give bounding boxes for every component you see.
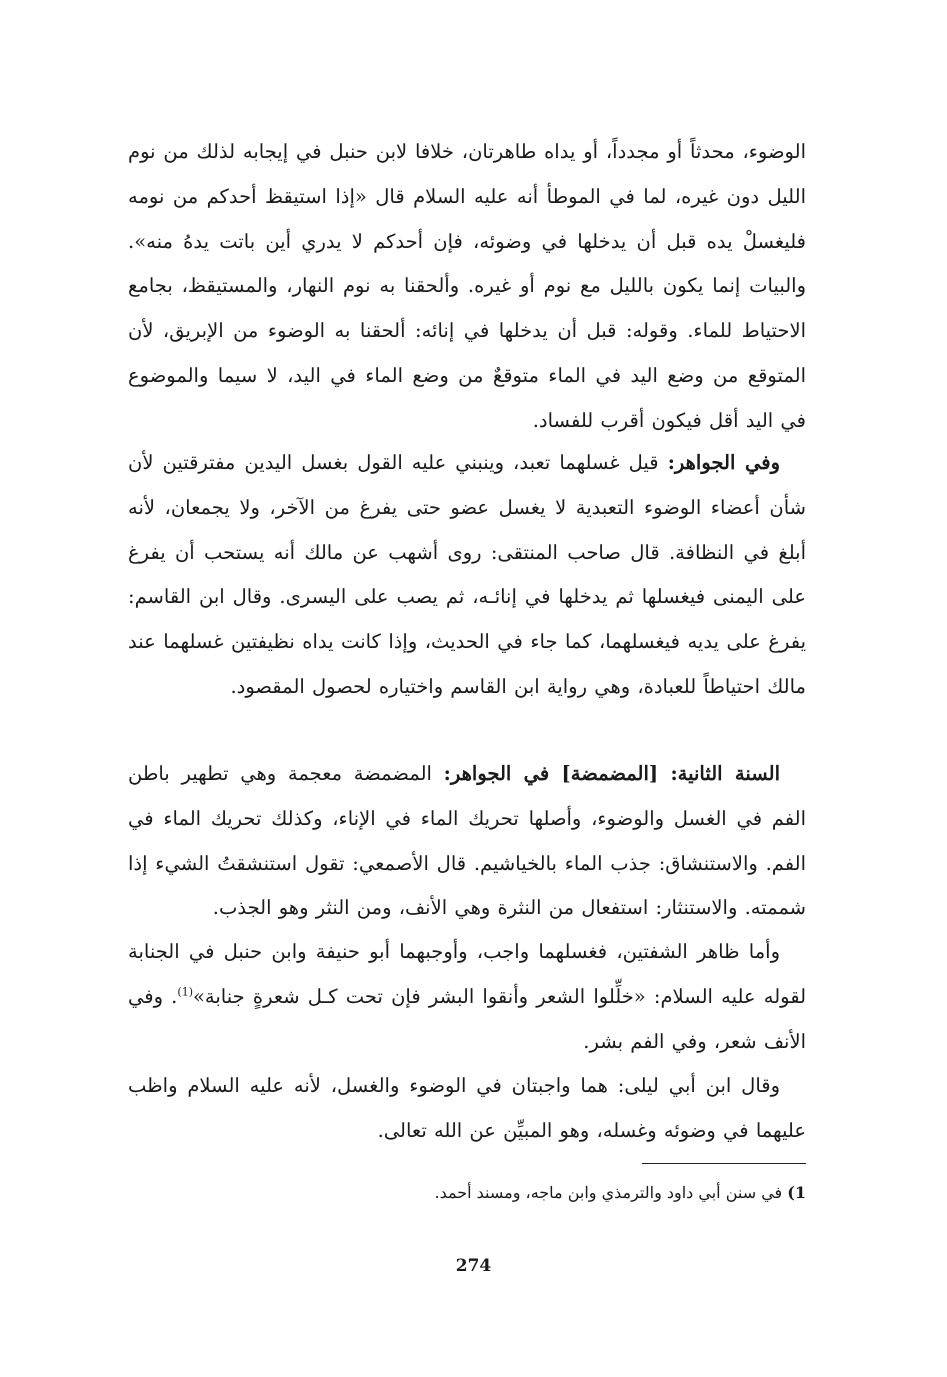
- footnote: [300, 1178, 806, 1208]
- footnote-marker[interactable]: (1): [177, 985, 193, 999]
- paragraph-4-text: وأما ظاهر الشفتين، فغسلهما واجب، وأوجبهما أبو حنيفة وابن حنبل في الجنابة لقوله عليه السلام: «خلِّلوا الشعر وأنقوا البشر فإن تحت كـل شعرةٍ جنابة»: [128, 940, 807, 1008]
- paragraph-3-heading: السنة الثانية: [المضمضة] في الجواهر:: [443, 762, 780, 785]
- paragraph-3: [128, 752, 806, 931]
- footnote-text: في سنن أبي داود والترمذي وابن ماجه، ومسند أحمد.: [434, 1183, 783, 1202]
- paragraph-1-text: الوضوء، محدثاً أو مجدداً، أو يداه طاهرتان، خلافا لابن حنبل في إيجابه لذلك من نوم الليل دون غيره، لما في الموطأ أنه عليه السلام قال «إذا استيقظ أحدكم من نومه فليغسلْ يده قبل أن يدخلها في وضوئه، فإن أحدكم لا يدري أين باتت يدهُ منه». والبيات إنما يكون بالليل مع نوم أو غيره. وألحقنا به نوم النهار، والمستيقظ، بجامع الاحتياط للماء. وقوله: قبل أن يدخلها في إنائه: ألحقنا به الوضوء من الإبريق، لأن المتوقع من وضع اليد في الماء متوقعٌ من وضع الماء في اليد، لا سيما والموضوع في اليد أقل فيكون أقرب للفساد.: [128, 140, 806, 432]
- footnote-number: 1): [787, 1183, 806, 1202]
- paragraph-2: [128, 441, 806, 710]
- paragraph-1: [128, 130, 806, 444]
- paragraph-4-tail: . وفي الأنف شعر، وفي الفم بشر.: [128, 984, 806, 1053]
- paragraph-2-heading: وفي الجواهر:: [667, 451, 780, 474]
- paragraph-4: [128, 930, 806, 1064]
- paragraph-3-text: المضمضة معجمة وهي تطهير باطن الفم في الغسل والوضوء، وأصلها تحريك الماء في الإناء، وكذلك تحريك الماء في الفم. والاستنشاق: جذب الماء بالخياشيم. قال الأصمعي: تقول استنشقتُ الشيء إذا شممته. والاستنثار: استفعال من النثرة وهي الأنف، ومن النثر وهو الجذب.: [128, 762, 806, 920]
- paragraph-5-text: وقال ابن أبي ليلى: هما واجبتان في الوضوء والغسل، لأنه عليه السلام واظب عليهما في وضوئه وغسله، وهو المبيِّن عن الله تعالى.: [128, 1074, 806, 1142]
- footnote-divider: [642, 1163, 806, 1164]
- page-number: 274: [455, 1256, 492, 1276]
- paragraph-2-text: قيل غسلهما تعبد، وينبني عليه القول بغسل اليدين مفترقتين لأن شأن أعضاء الوضوء التعبدية لا يغسل عضو حتى يفرغ من الآخر، ولا يجمعان، لأنه أبلغ في النظافة. قال صاحب المنتقى: روى أشهب عن مالك أنه يستحب أن يفرغ على اليمنى فيغسلها ثم يدخلها في إنائـه، ثم يصب على اليسرى. وقال ابن القاسم: يفرغ على يديه فيغسلهما، كما جاء في الحديث، وإذا كانت يداه نظيفتين غسلهما عند مالك احتياطاً للعبادة، وهي رواية ابن القاسم واختياره لحصول المقصود.: [128, 451, 806, 698]
- paragraph-5: [128, 1064, 806, 1154]
